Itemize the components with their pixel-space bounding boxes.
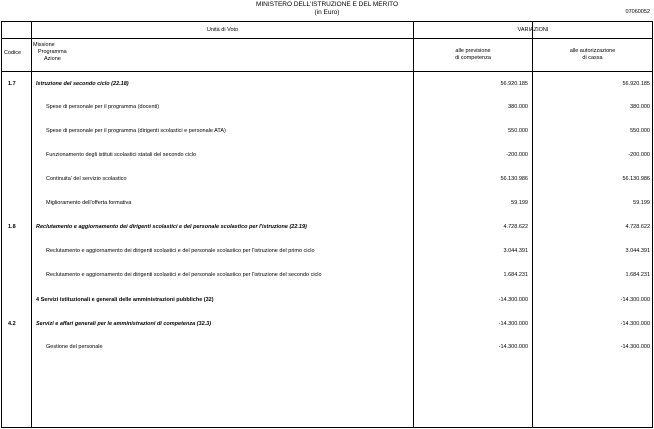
header-unita-di-voto: Unità di Voto: [206, 27, 239, 33]
row-competenza: -14.300.000: [498, 321, 528, 327]
ministry-title: MINISTERO DELL'ISTRUZIONE E DEL MERITO: [255, 1, 399, 8]
row-label: Reclutamento e aggiornamento dei dirigenti scolastici e del personale scolastico per l'istruzione del primo ciclo: [46, 248, 315, 254]
row-competenza: -14.300.000: [498, 297, 528, 303]
row-cassa: 1.684.231: [625, 272, 650, 278]
row-competenza: 59.199: [511, 200, 528, 206]
row-cassa: -14.300.000: [620, 297, 650, 303]
row-competenza: 56.130.986: [500, 176, 528, 182]
row-cassa: 4.728.622: [625, 224, 650, 230]
header-missione: Missione: [33, 42, 55, 48]
header-programma: Programma: [38, 49, 67, 55]
header-bottom-rule: [2, 71, 652, 72]
row-cassa: 59.199: [633, 200, 650, 206]
row-cassa: 380.000: [630, 104, 650, 110]
row-competenza: -14.300.000: [498, 344, 528, 350]
header-autorizzazione-line2: di cassa: [582, 55, 603, 61]
header-azione: Azione: [44, 56, 61, 62]
row-cassa: 3.044.391: [625, 248, 650, 254]
header-variazioni: VARIAZIONI: [517, 27, 549, 33]
header-divider: [2, 38, 652, 39]
row-label: Gestione del personale: [46, 344, 103, 350]
row-label: Spese di personale per il programma (docenti): [46, 104, 160, 110]
row-competenza: 4.728.622: [503, 224, 528, 230]
row-label: Spese di personale per il programma (dirigenti scolastici e personale ATA): [46, 128, 226, 134]
row-code: 1.8: [8, 224, 16, 230]
header-previsione-line2: di competenza: [455, 55, 491, 61]
row-cassa: -14.300.000: [620, 321, 650, 327]
document-code: 07060052: [625, 9, 650, 15]
row-competenza: 380.000: [508, 104, 528, 110]
row-label: Reclutamento e aggiornamento dei dirigenti scolastici e del personale scolastico per l'istruzione (22.19): [36, 224, 307, 230]
row-cassa: -14.300.000: [620, 344, 650, 350]
row-cassa: 550.000: [630, 128, 650, 134]
row-competenza: 56.920.185: [500, 81, 528, 87]
row-competenza: 1.684.231: [503, 272, 528, 278]
row-code: 4.2: [8, 321, 16, 327]
row-competenza: 3.044.391: [503, 248, 528, 254]
row-competenza: -200.000: [506, 152, 528, 158]
header-previsione-line1: alle previsione: [455, 48, 491, 54]
header-autorizzazione-line1: alle autorizzazione: [569, 48, 616, 54]
row-label: Servizi e affari generali per le amministrazioni di competenza (32.3): [36, 321, 212, 327]
col-divider-codice: [31, 22, 32, 427]
row-label: Funzionamento degli istituti scolastici statali del secondo ciclo: [46, 152, 197, 158]
row-label: Miglioramento dell'offerta formativa: [46, 200, 132, 206]
row-label: Reclutamento e aggiornamento dei dirigenti scolastici e del personale scolastico per l'istruzione del secondo ciclo: [46, 272, 322, 278]
row-cassa: 56.130.986: [622, 176, 650, 182]
currency-unit: (in Euro): [314, 9, 340, 16]
row-label: 4 Servizi istituzionali e generali delle amministrazioni pubbliche (32): [36, 297, 214, 303]
row-label: Istruzione del secondo ciclo (22.18): [36, 81, 129, 87]
row-code: 1.7: [8, 81, 16, 87]
variations-table: [1, 21, 653, 428]
row-label: Continuita' del servizio scolastico: [46, 176, 127, 182]
row-cassa: 56.920.185: [622, 81, 650, 87]
header-codice: Codice: [4, 50, 22, 56]
row-competenza: 550.000: [508, 128, 528, 134]
row-cassa: -200.000: [628, 152, 650, 158]
